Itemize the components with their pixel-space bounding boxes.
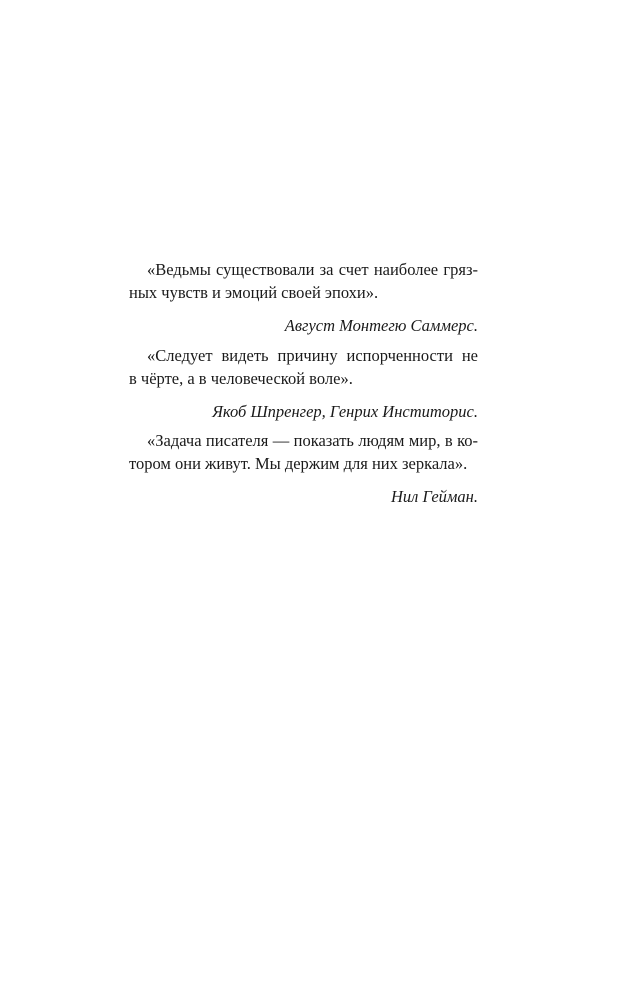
- quote-line: «Следует видеть причину испорченности не: [147, 346, 478, 365]
- quote-line: тором они живут. Мы держим для них зеркала».: [129, 454, 468, 473]
- quote-line: ных чувств и эмоций своей эпохи».: [129, 283, 379, 302]
- quote-line: «Ведьмы существовали за счет наиболее гряз-: [147, 260, 478, 279]
- epigraph-gaiman: [129, 429, 478, 508]
- quote-author: Нил Гейман.: [390, 487, 478, 506]
- quote-line: «Задача писателя — показать людям мир, в ко-: [147, 431, 478, 450]
- epigraph-sprenger-institoris: [129, 344, 478, 423]
- quote-author: Якоб Шпренгер, Генрих Инститорис.: [212, 402, 478, 421]
- quote-author: Август Монтегю Саммерс.: [284, 316, 478, 335]
- epigraph-summers: [129, 258, 478, 337]
- quote-line: в чёрте, а в человеческой воле».: [129, 369, 353, 388]
